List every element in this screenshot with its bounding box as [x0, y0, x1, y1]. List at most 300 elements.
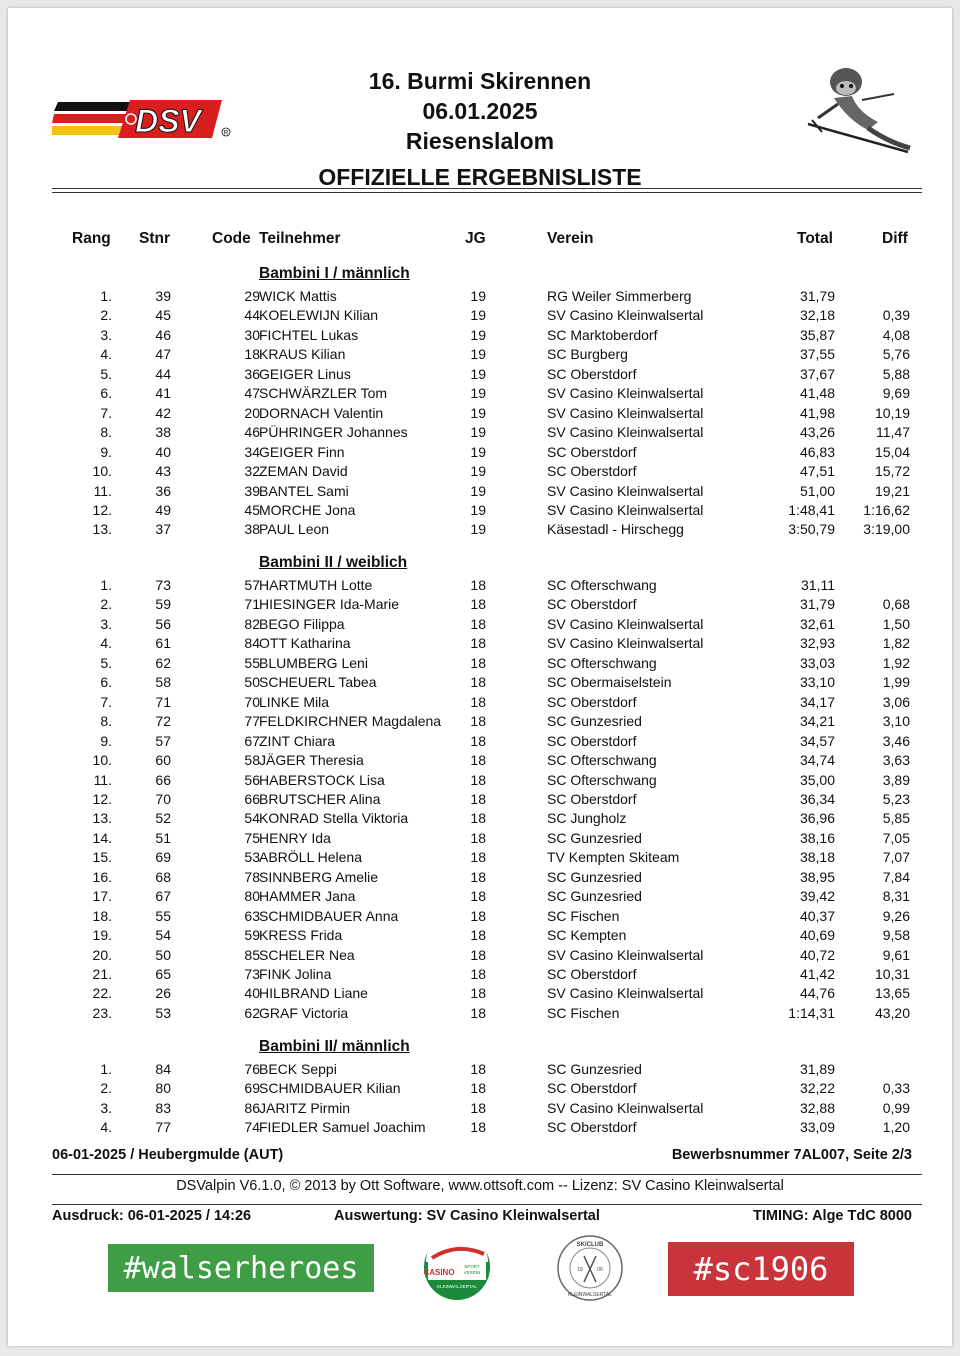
cell-stnr: 36 [155, 482, 171, 499]
cell-diff: 3,10 [882, 713, 910, 730]
cell-verein: SC Obermaiselstein [547, 674, 672, 691]
cell-total: 32,61 [799, 615, 835, 632]
cell-jg: 18 [470, 966, 486, 982]
cell-teilnehmer: FICHTEL Lukas [259, 326, 359, 343]
cell-teilnehmer: SCHWÄRZLER Tom [259, 385, 388, 402]
cell-rang: 3. [100, 1099, 112, 1116]
cell-diff: 15,72 [874, 463, 910, 480]
cell-total: 35,00 [799, 771, 835, 788]
cell-rang: 1. [100, 577, 112, 593]
cell-teilnehmer: HABERSTOCK Lisa [259, 771, 385, 788]
cell-stnr: 52 [155, 810, 171, 827]
cell-jg: 19 [470, 365, 486, 382]
cell-stnr: 26 [155, 985, 171, 1002]
cell-verein: SV Casino Kleinwalsertal [547, 482, 704, 499]
cell-diff: 5,85 [882, 810, 910, 827]
cell-total: 31,79 [799, 288, 835, 304]
cell-rang: 1. [100, 288, 112, 304]
cell-teilnehmer: HIESINGER Ida-Marie [259, 596, 400, 613]
cell-teilnehmer: SCHMIDBAUER Anna [259, 907, 399, 924]
cell-jg: 19 [470, 307, 486, 324]
cell-verein: SC Oberstdorf [547, 732, 637, 749]
cell-verein: SC Gunzesried [547, 829, 642, 846]
cell-verein: SV Casino Kleinwalsertal [547, 1099, 704, 1116]
cell-jg: 18 [470, 577, 486, 593]
cell-stnr: 65 [155, 966, 171, 982]
walserheroes-logo [108, 1244, 374, 1292]
cell-teilnehmer: SINNBERG Amelie [259, 868, 379, 885]
cell-stnr: 73 [155, 577, 171, 593]
cell-diff: 10,31 [874, 966, 910, 982]
results-page [8, 8, 952, 1346]
cell-verein: SC Oberstdorf [547, 1119, 637, 1136]
cell-verein: SC Gunzesried [547, 888, 642, 905]
cell-code: 85 [244, 946, 260, 963]
cell-total: 43,26 [799, 424, 835, 441]
cell-stnr: 72 [155, 713, 171, 730]
cell-jg: 19 [470, 326, 486, 343]
cell-teilnehmer: JÄGER Theresia [259, 752, 364, 769]
cell-teilnehmer: SCHELER Nea [259, 946, 355, 963]
svg-text:19: 19 [577, 1267, 583, 1273]
cell-code: 34 [244, 443, 260, 460]
cell-diff: 1:16,62 [863, 501, 910, 518]
cell-jg: 19 [470, 482, 486, 499]
cell-diff: 1,20 [882, 1119, 910, 1136]
cell-verein: SV Casino Kleinwalsertal [547, 501, 704, 518]
cell-total: 38,18 [799, 849, 835, 866]
cell-code: 54 [244, 810, 260, 827]
col-teilnehmer: Teilnehmer [259, 230, 341, 247]
cell-total: 36,34 [799, 790, 835, 807]
cell-diff: 8,31 [882, 888, 910, 905]
cell-code: 20 [244, 404, 260, 421]
cell-jg: 18 [470, 596, 486, 613]
cell-diff: 0,99 [882, 1099, 910, 1116]
cell-jg: 18 [470, 713, 486, 730]
cell-stnr: 43 [155, 463, 171, 480]
cell-verein: SC Gunzesried [547, 713, 642, 730]
cell-rang: 12. [92, 501, 112, 518]
cell-total: 37,67 [799, 365, 835, 382]
cell-diff: 1,99 [882, 674, 910, 691]
cell-jg: 18 [470, 1004, 486, 1021]
cell-rang: 18. [92, 907, 112, 924]
cell-total: 40,72 [799, 946, 835, 963]
cell-verein: SV Casino Kleinwalsertal [547, 635, 704, 652]
cell-rang: 6. [100, 385, 112, 402]
cell-jg: 18 [470, 732, 486, 749]
cell-jg: 18 [470, 693, 486, 710]
cell-stnr: 57 [155, 732, 171, 749]
cell-total: 39,42 [799, 888, 835, 905]
cell-stnr: 38 [155, 424, 171, 441]
cell-total: 41,48 [799, 385, 835, 402]
cell-code: 58 [244, 752, 260, 769]
cell-verein: SV Casino Kleinwalsertal [547, 385, 704, 402]
svg-text:#sc1906: #sc1906 [693, 1250, 829, 1288]
cell-teilnehmer: PAUL Leon [259, 521, 330, 538]
cell-teilnehmer: GEIGER Linus [259, 365, 351, 382]
cell-total: 31,89 [799, 1061, 835, 1077]
cell-total: 36,96 [799, 810, 835, 827]
cell-verein: SC Ofterschwang [547, 752, 657, 769]
cell-rang: 4. [100, 635, 112, 652]
cell-stnr: 50 [155, 946, 171, 963]
cell-rang: 8. [100, 713, 112, 730]
col-code: Code [212, 230, 251, 247]
cell-teilnehmer: BANTEL Sami [259, 482, 349, 499]
cell-rang: 23. [92, 1004, 112, 1021]
cell-jg: 18 [470, 615, 486, 632]
cell-stnr: 37 [155, 521, 171, 538]
footer-place: 06-01-2025 / Heubergmulde (AUT) [52, 1147, 284, 1163]
svg-text:DSV: DSV [135, 103, 201, 139]
cell-rang: 14. [92, 829, 112, 846]
cell-teilnehmer: HILBRAND Liane [259, 985, 368, 1002]
skier-mascot-icon [798, 60, 918, 160]
cell-stnr: 55 [155, 907, 171, 924]
cell-rang: 13. [92, 521, 112, 538]
cell-stnr: 71 [155, 693, 171, 710]
cell-rang: 1. [100, 1061, 112, 1077]
cell-jg: 18 [470, 771, 486, 788]
cell-stnr: 80 [155, 1080, 171, 1097]
cell-teilnehmer: BEGO Filippa [259, 615, 345, 632]
cell-total: 1:14,31 [788, 1004, 835, 1021]
cell-teilnehmer: GRAF Victoria [259, 1004, 349, 1021]
cell-jg: 19 [470, 385, 486, 402]
cell-code: 59 [244, 927, 260, 944]
cell-teilnehmer: FIEDLER Samuel Joachim [259, 1119, 426, 1136]
cell-stnr: 68 [155, 868, 171, 885]
cell-code: 73 [244, 966, 260, 982]
cell-diff: 0,33 [882, 1080, 910, 1097]
cell-total: 31,11 [801, 577, 835, 593]
svg-text:06: 06 [597, 1267, 603, 1273]
cell-total: 34,57 [799, 732, 835, 749]
cell-rang: 5. [100, 654, 112, 671]
cell-code: 70 [244, 693, 260, 710]
col-rang: Rang [72, 230, 111, 247]
cell-rang: 15. [92, 849, 112, 866]
cell-diff: 11,47 [876, 424, 910, 441]
cell-total: 40,69 [799, 927, 835, 944]
cell-diff: 5,76 [882, 346, 910, 363]
cell-jg: 18 [470, 654, 486, 671]
cell-teilnehmer: SCHEUERL Tabea [259, 674, 377, 691]
cell-rang: 6. [100, 674, 112, 691]
cell-stnr: 42 [155, 404, 171, 421]
cell-code: 55 [244, 654, 260, 671]
cell-diff: 7,05 [882, 829, 910, 846]
cell-code: 36 [244, 365, 260, 382]
cell-verein: RG Weiler Simmerberg [547, 288, 692, 304]
cell-diff: 9,61 [882, 946, 910, 963]
cell-total: 41,42 [799, 966, 835, 982]
col-total: Total [797, 230, 833, 247]
cell-stnr: 62 [155, 654, 171, 671]
cell-verein: SC Gunzesried [547, 1061, 642, 1077]
cell-verein: SC Ofterschwang [547, 577, 657, 593]
cell-stnr: 69 [155, 849, 171, 866]
cell-code: 74 [244, 1119, 260, 1136]
cell-code: 56 [244, 771, 260, 788]
casino-sportverein-logo [422, 1232, 492, 1302]
cell-code: 66 [244, 790, 260, 807]
cell-teilnehmer: ZINT Chiara [259, 732, 335, 749]
cell-jg: 18 [470, 810, 486, 827]
event-date: 06.01.2025 [422, 98, 538, 124]
cell-diff: 3,06 [882, 693, 910, 710]
cell-diff: 3:19,00 [863, 521, 910, 538]
svg-text:SPORT: SPORT [464, 1264, 480, 1269]
cell-code: 75 [244, 829, 260, 846]
list-title: OFFIZIELLE ERGEBNISLISTE [318, 164, 642, 190]
cell-total: 34,74 [799, 752, 835, 769]
cell-rang: 4. [100, 346, 112, 363]
cell-verein: SC Ofterschwang [547, 771, 657, 788]
cell-code: 80 [244, 888, 260, 905]
cell-code: 84 [244, 635, 260, 652]
event-title: 16. Burmi Skirennen [368, 68, 592, 94]
cell-jg: 18 [470, 674, 486, 691]
cell-code: 32 [244, 463, 260, 480]
cell-code: 39 [244, 482, 260, 499]
cell-rang: 3. [100, 326, 112, 343]
cell-rang: 21. [92, 966, 112, 982]
cell-teilnehmer: HENRY Ida [259, 829, 331, 846]
cell-total: 32,93 [799, 635, 835, 652]
cell-teilnehmer: SCHMIDBAUER Kilian [259, 1080, 401, 1097]
cell-code: 44 [244, 307, 260, 324]
cell-verein: TV Kempten Skiteam [547, 849, 680, 866]
cell-verein: SV Casino Kleinwalsertal [547, 307, 704, 324]
cell-diff: 13,65 [874, 985, 910, 1002]
cell-total: 44,76 [799, 985, 835, 1002]
cell-teilnehmer: LINKE Mila [259, 693, 330, 710]
cell-stnr: 41 [155, 385, 171, 402]
cell-code: 46 [244, 424, 260, 441]
cell-diff: 3,63 [882, 752, 910, 769]
cell-stnr: 60 [155, 752, 171, 769]
divider [52, 1174, 922, 1175]
cell-rang: 11. [93, 482, 112, 499]
cell-rang: 10. [92, 463, 112, 480]
cell-code: 67 [244, 732, 260, 749]
cell-diff: 5,23 [882, 790, 910, 807]
cell-diff: 5,88 [882, 365, 910, 382]
footer-timing: TIMING: Alge TdC 8000 [753, 1208, 912, 1224]
cell-diff: 0,68 [882, 596, 910, 613]
cell-verein: SC Kempten [547, 927, 627, 944]
cell-rang: 10. [92, 752, 112, 769]
cell-total: 37,55 [799, 346, 835, 363]
cell-jg: 19 [470, 501, 486, 518]
cell-code: 57 [244, 577, 260, 593]
cell-rang: 17. [92, 888, 112, 905]
cell-stnr: 44 [155, 365, 171, 382]
cell-teilnehmer: ABRÖLL Helena [259, 849, 362, 866]
cell-diff: 7,07 [882, 849, 910, 866]
cell-stnr: 49 [155, 501, 171, 518]
cell-stnr: 61 [155, 635, 171, 652]
cell-verein: SC Gunzesried [547, 868, 642, 885]
cell-rang: 3. [100, 615, 112, 632]
cell-teilnehmer: FELDKIRCHNER Magdalena [259, 713, 442, 730]
cell-code: 82 [244, 615, 260, 632]
cell-teilnehmer: ZEMAN David [259, 463, 348, 480]
cell-code: 62 [244, 1004, 260, 1021]
cell-diff: 1,92 [882, 654, 910, 671]
cell-jg: 18 [470, 1080, 486, 1097]
cell-total: 32,22 [799, 1080, 835, 1097]
cell-stnr: 70 [155, 790, 171, 807]
cell-teilnehmer: KOELEWIJN Kilian [259, 307, 379, 324]
cell-teilnehmer: BLUMBERG Leni [259, 654, 368, 671]
cell-teilnehmer: WICK Mattis [259, 288, 337, 304]
cell-stnr: 67 [155, 888, 171, 905]
cell-rang: 22. [92, 985, 112, 1002]
cell-code: 45 [244, 501, 260, 518]
cell-jg: 18 [470, 1119, 486, 1136]
col-jg: JG [465, 230, 486, 247]
cell-total: 40,37 [799, 907, 835, 924]
cell-total: 32,88 [799, 1099, 835, 1116]
cell-code: 47 [244, 385, 260, 402]
cell-rang: 13. [92, 810, 112, 827]
cell-code: 86 [244, 1099, 260, 1116]
cell-jg: 19 [470, 288, 486, 304]
cell-code: 69 [244, 1080, 260, 1097]
footer-software: DSValpin V6.1.0, © 2013 by Ott Software, www.ottsoft.com -- Lizenz: SV Casino Kleinwalsertal [176, 1178, 784, 1194]
cell-code: 38 [244, 521, 260, 538]
cell-total: 35,87 [799, 326, 835, 343]
cell-teilnehmer: HARTMUTH Lotte [259, 577, 373, 593]
cell-verein: SC Oberstdorf [547, 443, 637, 460]
cell-total: 38,95 [799, 868, 835, 885]
cell-stnr: 77 [155, 1119, 171, 1136]
discipline: Riesenslalom [405, 128, 555, 154]
cell-jg: 19 [470, 443, 486, 460]
cell-code: 78 [244, 868, 260, 885]
cell-teilnehmer: KRESS Frida [259, 927, 343, 944]
cell-rang: 5. [100, 365, 112, 382]
cell-rang: 16. [92, 868, 112, 885]
cell-jg: 19 [470, 404, 486, 421]
cell-rang: 9. [100, 732, 112, 749]
cell-verein: SC Burgberg [547, 346, 628, 363]
divider [52, 192, 922, 193]
cell-teilnehmer: OTT Katharina [259, 635, 351, 652]
cell-verein: SC Oberstdorf [547, 693, 637, 710]
cell-jg: 18 [470, 946, 486, 963]
cell-stnr: 54 [155, 927, 171, 944]
cell-jg: 19 [470, 346, 486, 363]
cell-total: 34,21 [799, 713, 835, 730]
cell-rang: 8. [100, 424, 112, 441]
footer-ausdruck: Ausdruck: 06-01-2025 / 14:26 [52, 1208, 252, 1224]
section-title: Bambini II/ männlich [259, 1038, 410, 1055]
cell-teilnehmer: BRUTSCHER Alina [259, 790, 381, 807]
cell-verein: SC Fischen [547, 1004, 620, 1021]
divider [52, 188, 922, 189]
cell-jg: 18 [470, 1061, 486, 1077]
cell-rang: 12. [92, 790, 112, 807]
cell-jg: 19 [470, 521, 486, 538]
cell-jg: 18 [470, 888, 486, 905]
cell-verein: SC Marktoberdorf [547, 326, 658, 343]
cell-stnr: 83 [155, 1099, 171, 1116]
footer-bewerb: Bewerbsnummer 7AL007, Seite 2/3 [671, 1147, 912, 1163]
svg-text:KLEINWALSERTAL: KLEINWALSERTAL [567, 1292, 613, 1298]
cell-rang: 19. [92, 927, 112, 944]
cell-rang: 2. [100, 596, 112, 613]
cell-rang: 20. [92, 946, 112, 963]
cell-verein: SC Oberstdorf [547, 1080, 637, 1097]
cell-verein: SC Oberstdorf [547, 365, 637, 382]
cell-verein: SV Casino Kleinwalsertal [547, 424, 704, 441]
cell-diff: 0,39 [882, 307, 910, 324]
cell-teilnehmer: GEIGER Finn [259, 443, 345, 460]
cell-total: 33,03 [799, 654, 835, 671]
cell-teilnehmer: KRAUS Kilian [259, 346, 346, 363]
cell-diff: 9,69 [882, 385, 910, 402]
cell-jg: 18 [470, 752, 486, 769]
col-stnr: Stnr [139, 230, 170, 247]
cell-teilnehmer: KONRAD Stella Viktoria [259, 810, 409, 827]
cell-jg: 18 [470, 1099, 486, 1116]
cell-total: 3:50,79 [788, 521, 835, 538]
cell-total: 41,98 [799, 404, 835, 421]
cell-teilnehmer: MORCHE Jona [259, 501, 356, 518]
title-block [258, 66, 702, 192]
cell-diff: 43,20 [874, 1004, 910, 1021]
cell-total: 51,00 [799, 482, 835, 499]
cell-code: 77 [244, 713, 260, 730]
cell-jg: 18 [470, 927, 486, 944]
cell-diff: 15,04 [874, 443, 910, 460]
cell-jg: 18 [470, 829, 486, 846]
cell-teilnehmer: FINK Jolina [259, 966, 332, 982]
sc1906-logo [668, 1242, 854, 1296]
svg-text:KLEINWALSERTAL: KLEINWALSERTAL [437, 1284, 477, 1289]
dsv-logo [52, 98, 232, 142]
footer-auswertung: Auswertung: SV Casino Kleinwalsertal [334, 1208, 600, 1224]
cell-verein: SC Oberstdorf [547, 966, 637, 982]
section-title: Bambini I / männlich [259, 265, 410, 282]
cell-rang: 7. [100, 693, 112, 710]
cell-diff: 1,50 [882, 615, 910, 632]
cell-total: 47,51 [799, 463, 835, 480]
cell-stnr: 46 [155, 326, 171, 343]
cell-jg: 18 [470, 790, 486, 807]
svg-text:#walserheroes: #walserheroes [123, 1251, 359, 1286]
cell-total: 33,10 [799, 674, 835, 691]
divider [52, 1204, 922, 1205]
cell-verein: SC Oberstdorf [547, 596, 637, 613]
cell-verein: SC Ofterschwang [547, 654, 657, 671]
cell-stnr: 59 [155, 596, 171, 613]
cell-stnr: 66 [155, 771, 171, 788]
cell-rang: 2. [100, 307, 112, 324]
cell-rang: 9. [100, 443, 112, 460]
cell-stnr: 53 [155, 1004, 171, 1021]
cell-jg: 18 [470, 635, 486, 652]
cell-jg: 19 [470, 463, 486, 480]
cell-total: 33,09 [799, 1119, 835, 1136]
cell-stnr: 47 [155, 346, 171, 363]
